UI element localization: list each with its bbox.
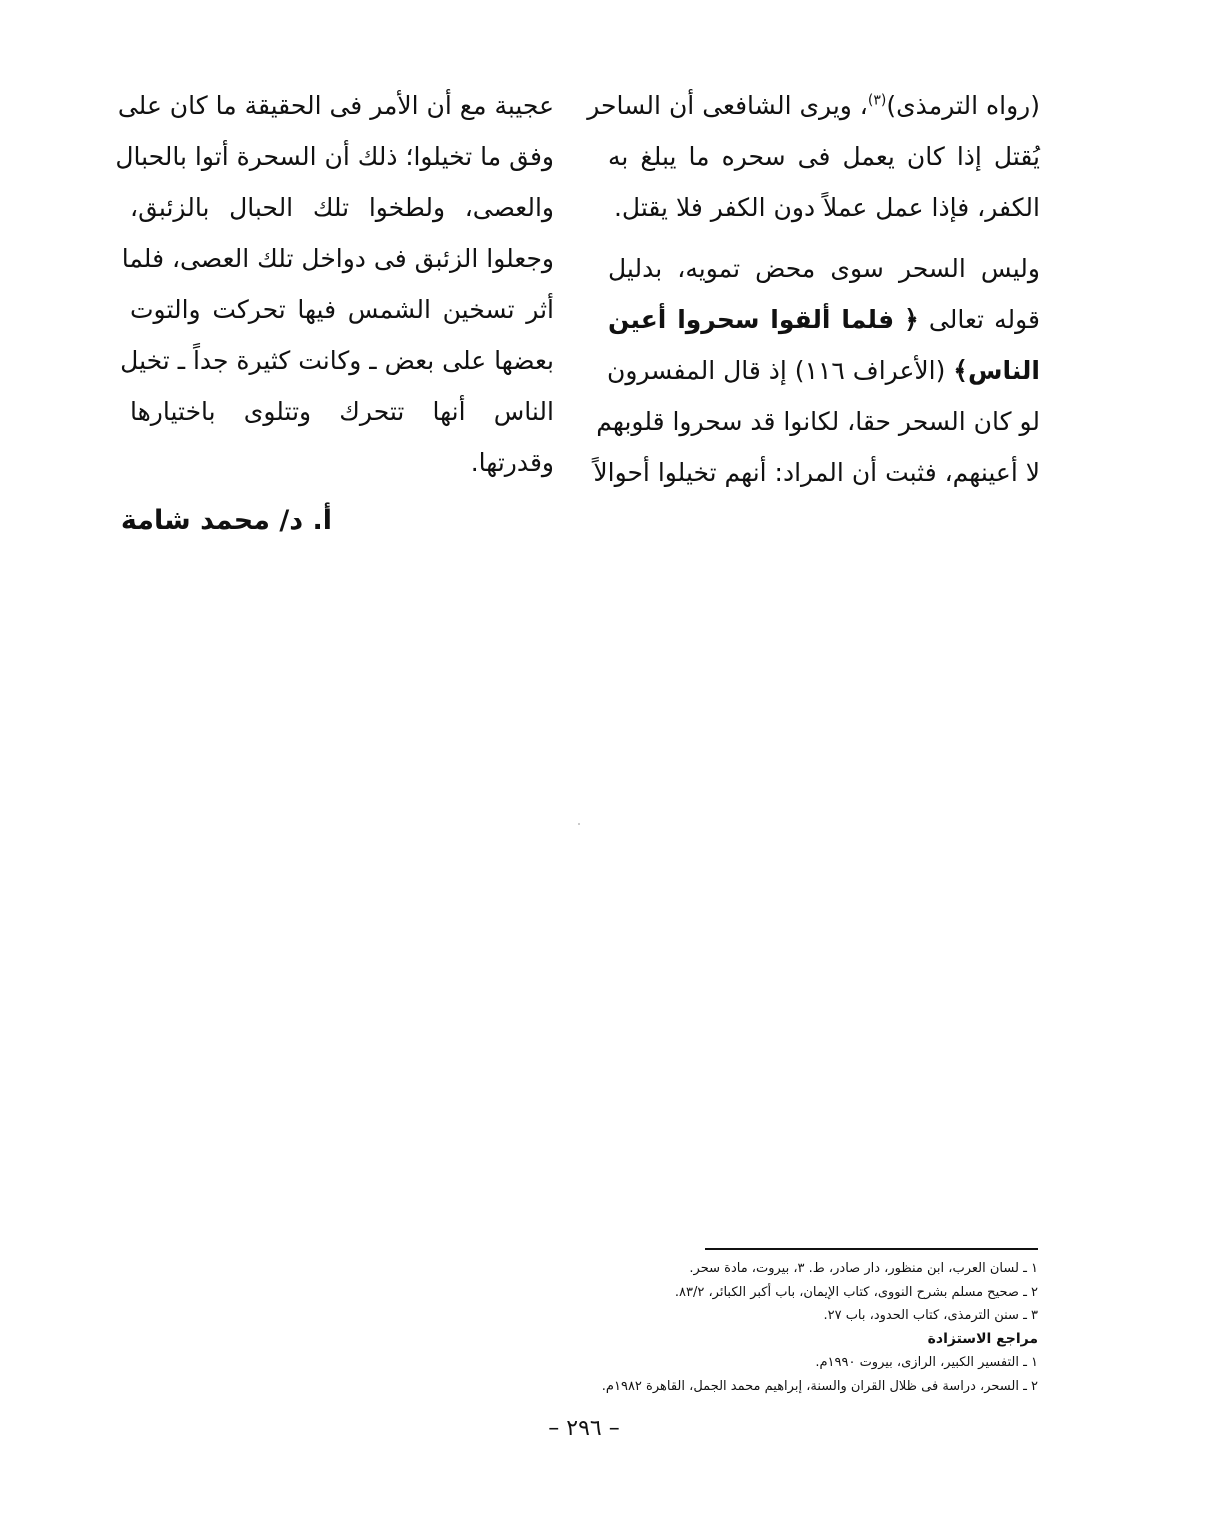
paragraph-line: أثر تسخين الشمس فيها تحركت والتوت [130,295,554,324]
footnotes [498,1257,1038,1398]
paragraph-line: عجيبة مع أن الأمر فى الحقيقة ما كان على [117,91,554,120]
footnote-item: ١ ـ لسان العرب، ابن منظور، دار صادر، ط. ٣، بيروت، مادة سحر. [689,1261,1038,1276]
paragraph-line: يُقتل إذا كان يعمل فى سحره ما يبلغ به [608,142,1040,171]
paragraph-line: قوله تعالى ﴿ فلما ألقوا سحروا أعين [608,305,1040,334]
paragraph-line: وقدرتها. [470,448,554,477]
quran-quote: فلما ألقوا سحروا أعين [608,305,895,334]
paragraph-line: لا أعينهم، فثبت أن المراد: أنهم تخيلوا أحوالاً [593,458,1040,487]
page-number: – ٢٩٦ – [548,1416,620,1441]
footnote-divider [705,1248,1038,1250]
further-reading-item: ٢ ـ السحر، دراسة فى ظلال القران والسنة، إبراهيم محمد الجمل، القاهرة ١٩٨٢م. [601,1378,1038,1394]
paragraph-line: لو كان السحر حقا، لكانوا قد سحروا قلوبهم [596,407,1040,436]
author-signature: أ. د/ محمد شامة [120,505,332,536]
further-reading-heading: مراجع الاستزادة [927,1330,1038,1347]
quran-quote-end: الناس [967,356,1040,385]
footnote-item: ٣ ـ سنن الترمذى، كتاب الحدود، باب ٢٧. [823,1308,1038,1323]
paragraph-line: وليس السحر سوى محض تمويه، بدليل [608,254,1040,283]
text-column-right [587,80,1040,498]
paragraph-line: الكفر، فإذا عمل عملاً دون الكفر فلا يقتل. [613,193,1040,222]
quran-bracket-close: ﴾ [953,356,968,385]
scan-speck [578,823,580,825]
paragraph-line: وجعلوا الزئبق فى دواخل تلك العصى، فلما [121,244,554,273]
quran-bracket-open: ﴿ [904,305,919,334]
paragraph-line: الناس﴾ (الأعراف ١١٦) إذ قال المفسرون [606,356,1040,385]
paragraph-line: وفق ما تخيلوا؛ ذلك أن السحرة أتوا بالحبال [115,142,554,171]
further-reading-item: ١ ـ التفسير الكبير، الرازى، بيروت ١٩٩٠م. [815,1355,1038,1370]
paragraph-line: (رواه الترمذى)$^{(٣)}$، ويرى الشافعى أن الساحر [587,91,1040,120]
paragraph-line: والعصى، ولطخوا تلك الحبال بالزئبق، [130,193,554,222]
paragraph-line: الناس أنها تتحرك وتتلوى باختيارها [130,397,554,426]
paragraph-line: بعضها على بعض ـ وكانت كثيرة جداً ـ تخيل [120,346,554,375]
text-column-left [115,80,554,488]
footnote-ref[interactable]: (٣) [867,92,887,109]
footnote-item: ٢ ـ صحيح مسلم بشرح النووى، كتاب الإيمان، باب أكبر الكبائر، ٨٣/٢. [674,1284,1038,1300]
